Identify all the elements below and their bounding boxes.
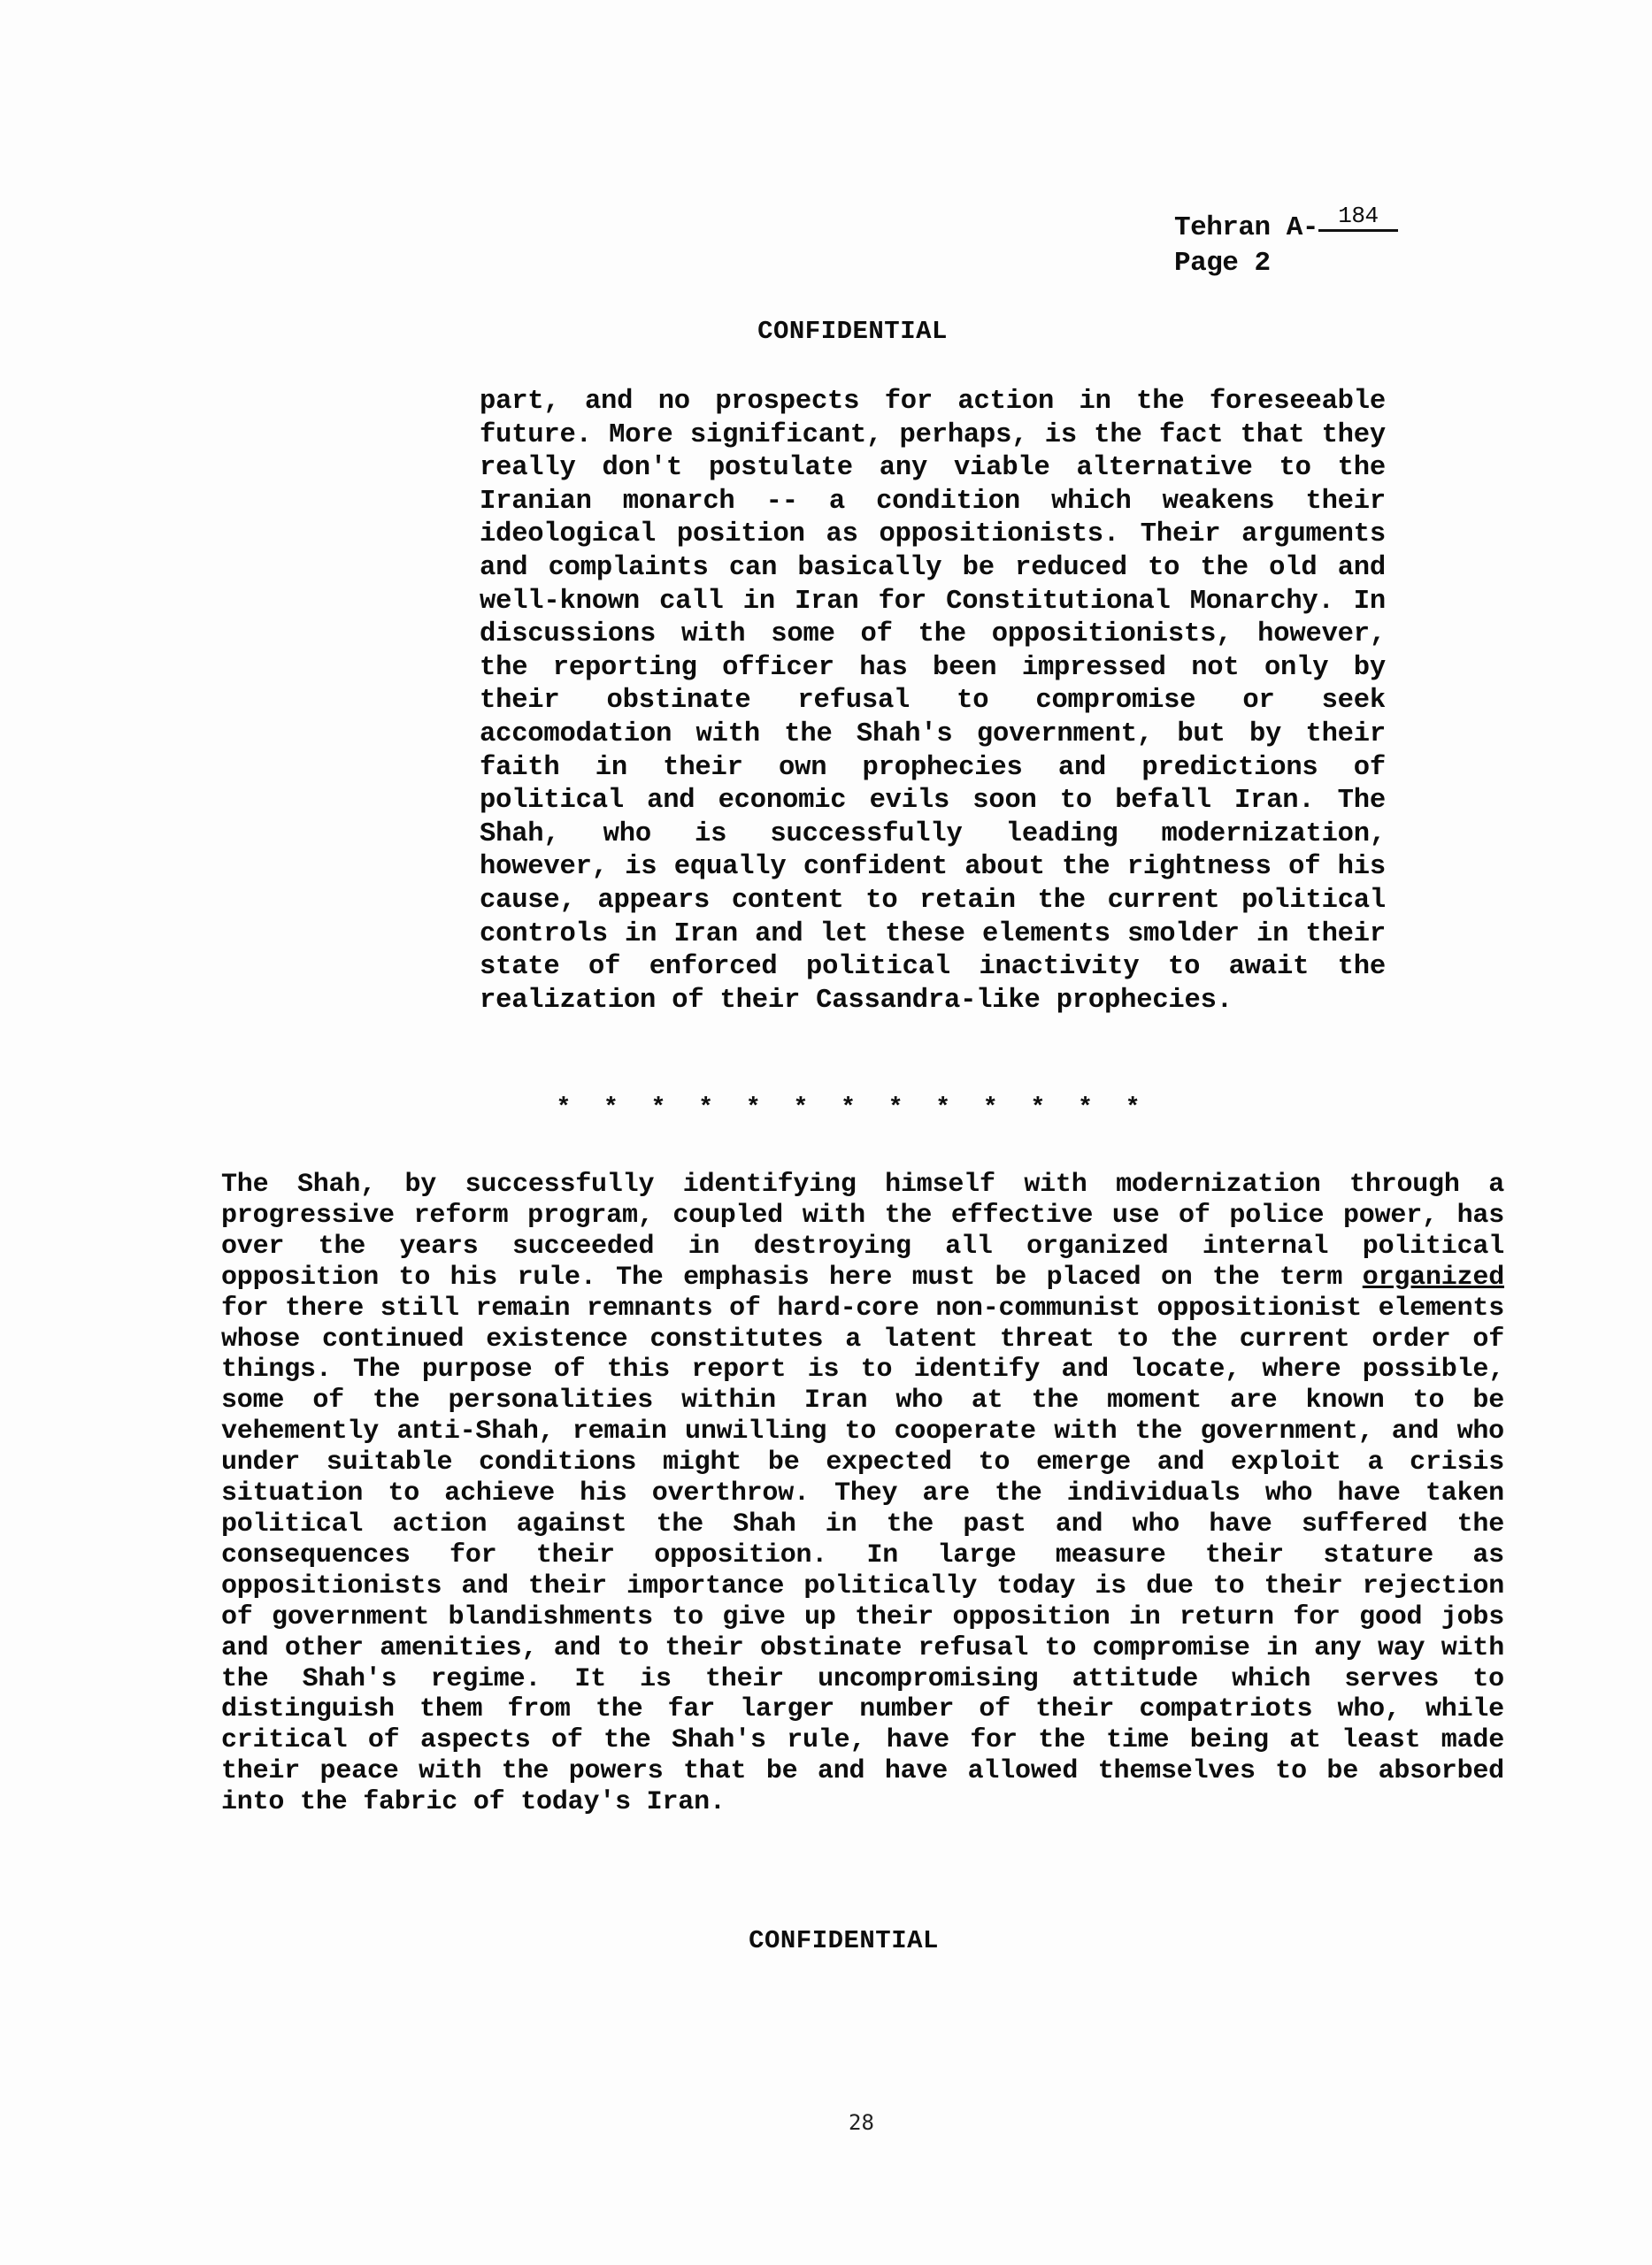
reference-prefix: Tehran A- — [1174, 212, 1318, 243]
reference-number: 184 — [1318, 203, 1398, 232]
emphasized-term: organized — [1362, 1262, 1504, 1293]
paragraph-continued: part, and no prospects for action in the foreseeable future. More significant, perhaps, is the fact that they really don't postulate any viable alternative to the Iranian monarch -- a condition which weakens their ideological position as oppositionists. Their arguments and complaints can basically be reduced to the old and well-known call in Iran for Constitutional Monarchy. In discussions with some of the oppositionists, however, the reporting officer has been impressed not only by their obstinate refusal to compromise or seek accomodation with the Shah's government, but by their faith in their own prophecies and predictions of political and economic evils soon to befall Iran. The Shah, who is successfully leading modernization, however, is equally confident about the rightness of his cause, appears content to retain the current political controls in Iran and let these elements smolder in their state of enforced political inactivity to await the realization of their Cassandra-like prophecies. — [480, 387, 1386, 1016]
page-number: 28 — [849, 2110, 874, 2135]
classification-marking-top: CONFIDENTIAL — [757, 317, 948, 346]
reference-line — [1174, 203, 1398, 246]
classification-marking-bottom: CONFIDENTIAL — [749, 1926, 939, 1955]
paragraph-main — [221, 1170, 1504, 1818]
paragraph-main-text-a: The Shah, by successfully identifying himself with modernization through a progressive reform program, coupled with the effective use of police power, has over the years succeeded in destroying all organized internal political opposition to his rule. The emphasis here must be placed on the term — [221, 1170, 1504, 1293]
page-label: Page 2 — [1174, 248, 1271, 279]
document-reference-header — [1174, 203, 1398, 281]
paragraph-main-text-b: for there still remain remnants of hard-core non-communist oppositionist elements whose continued existence constitutes a latent threat to the current order of things. The purpose of this report is to identify and locate, where possible, some of the personalities within Iran who at the moment are known to be vehemently anti-Shah, remain unwilling to cooperate with the government, and who under suitable conditions might be expected to emerge and exploit a crisis situation to achieve his overthrow. They are the individuals who have taken political action against the Shah in the past and who have suffered the consequences for their opposition. In large measure their stature as oppositionists and their importance politically today is due to their rejection of government blandishments to give up their opposition in return for good jobs and other amenities, and to their obstinate refusal to compromise in any way with the Shah's regime. It is their uncompromising attitude which serves to distinguish them from the far larger number of their compatriots who, while critical of aspects of the Shah's rule, have for the time being at least made their peace with the powers that be and have allowed themselves to be absorbed into the fabric of today's Iran. — [221, 1293, 1504, 1818]
section-separator: * * * * * * * * * * * * * — [556, 1094, 1149, 1122]
